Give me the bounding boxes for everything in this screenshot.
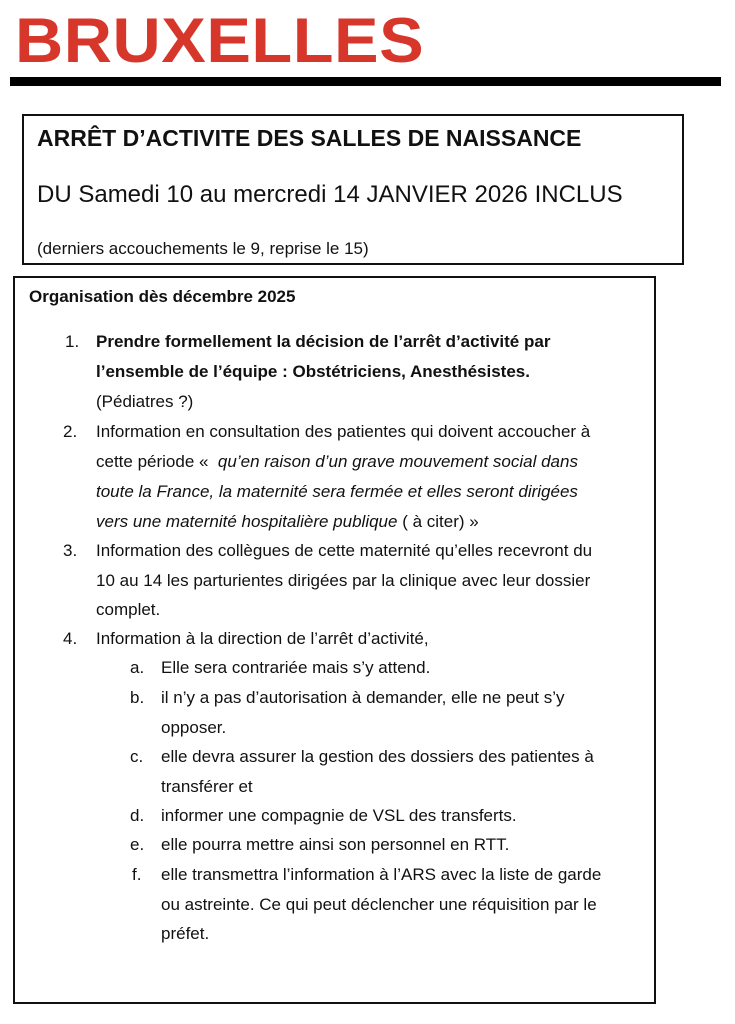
sublist-letter: a. <box>130 658 145 677</box>
header-rule <box>10 77 721 86</box>
list-number: 3. <box>63 541 78 560</box>
sublist-letter: c. <box>130 747 144 766</box>
sublist-line: elle pourra mettre ainsi son personnel en RTT. <box>161 835 510 854</box>
sublist-line: informer une compagnie de VSL des transferts. <box>161 806 517 825</box>
sublist-letter: e. <box>130 835 145 854</box>
list-number: 4. <box>63 629 78 648</box>
list-line: Prendre formellement la décision de l’arrêt d’activité par <box>96 332 551 351</box>
list-line: Information à la direction de l’arrêt d’activité, <box>96 629 429 648</box>
sublist-line: elle devra assurer la gestion des dossiers des patientes à <box>161 747 594 766</box>
list-line-mixed <box>96 452 578 472</box>
sublist-letter: f. <box>132 865 142 884</box>
sublist-line: il n’y a pas d’autorisation à demander, elle ne peut s’y <box>161 688 565 707</box>
list-line: ( à citer) » <box>402 512 479 531</box>
sublist-letter: b. <box>130 688 145 707</box>
list-number: 1. <box>65 332 80 351</box>
city-title: BRUXELLES <box>15 6 425 76</box>
list-line: complet. <box>96 600 161 619</box>
list-line: 10 au 14 les parturientes dirigées par la clinique avec leur dossier <box>96 571 591 590</box>
headline-title: ARRÊT D’ACTIVITE DES SALLES DE NAISSANCE <box>37 125 582 151</box>
list-number: 2. <box>63 422 78 441</box>
sublist-line: préfet. <box>161 924 210 943</box>
headline-box <box>22 114 684 265</box>
organisation-heading: Organisation dès décembre 2025 <box>29 287 296 306</box>
sublist-letter: d. <box>130 806 145 825</box>
list-line-mixed <box>96 512 479 532</box>
sublist-line: elle transmettra l’information à l’ARS avec la liste de garde <box>161 865 602 884</box>
sublist-line: opposer. <box>161 718 227 737</box>
list-line: Information en consultation des patientes qui doivent accoucher à <box>96 422 591 441</box>
sublist-line: transférer et <box>161 777 253 796</box>
quote-text: qu’en raison d’un grave mouvement social dans <box>217 452 578 471</box>
list-line: (Pédiatres ?) <box>96 392 194 411</box>
sublist-line: ou astreinte. Ce qui peut déclencher une réquisition par le <box>161 895 597 914</box>
quote-text: toute la France, la maternité sera fermée et elles seront dirigées <box>96 482 578 501</box>
organisation-box <box>13 276 656 1004</box>
headline-dates: DU Samedi 10 au mercredi 14 JANVIER 2026 INCLUS <box>37 181 623 208</box>
list-line: Information des collègues de cette maternité qu’elles recevront du <box>96 541 593 560</box>
quote-text: vers une maternité hospitalière publique <box>96 512 398 531</box>
list-line: l’ensemble de l’équipe : Obstétriciens, Anesthésistes. <box>96 362 530 381</box>
list-line: cette période « <box>96 452 209 471</box>
headline-note: (derniers accouchements le 9, reprise le 15) <box>37 239 369 258</box>
sublist-line: Elle sera contrariée mais s’y attend. <box>161 658 431 677</box>
